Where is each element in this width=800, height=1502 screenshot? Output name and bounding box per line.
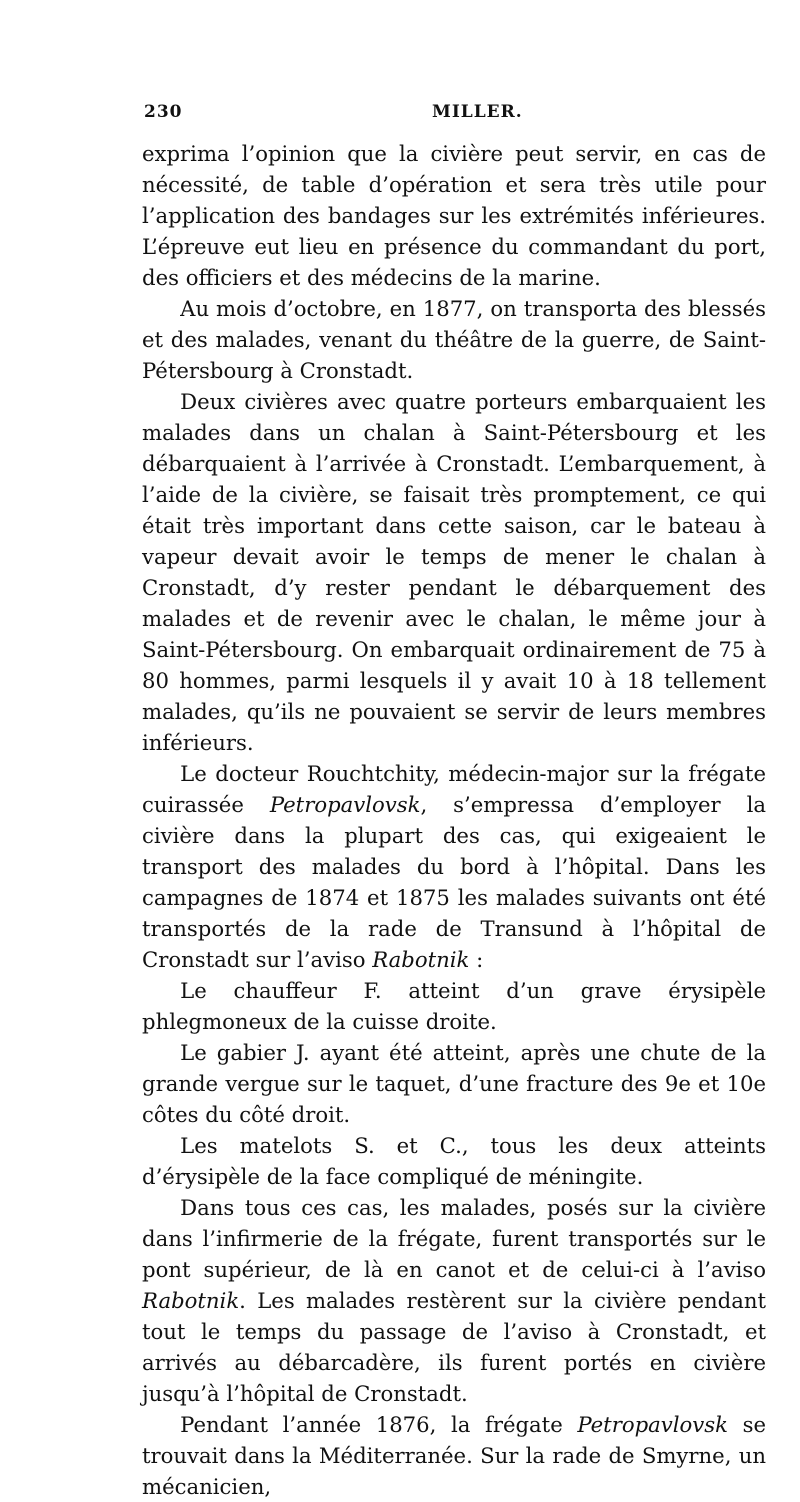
text-run: exprima l’opinion que la civière peut servir, en cas de nécessité, de table d’opération et sera très utile pour l’application des bandages sur les extrémités inférieures. L’épreuve eut lieu en présence du commandant du port, des officiers et des médecins de la marine. [142, 141, 766, 290]
body-text [142, 138, 766, 1502]
text-run: , s’empressa d’employer la civière dans la plupart des cas, qui exigeaient le transport des malades du bord à l’hôpital. Dans les campagnes de 1874 et 1875 les malades suivants ont été transportés de la rade de Transund à l’hôpital de Cronstadt sur l’aviso [142, 792, 767, 972]
text-run: Les matelots S. et C., tous les deux atteints d’érysipèle de la face compliqué de méningite. [142, 1133, 766, 1189]
italic-ship-name: Rabotnik [142, 1288, 240, 1313]
text-run: Deux civières avec quatre porteurs embarquaient les malades dans un chalan à Saint-Pétersbourg et les débarquaient à l’arrivée à Cronstadt. L’embarquement, à l’aide de la civière, se faisait très promptement, ce qui était très important dans cette saison, car le bateau à vapeur devait avoir le temps de mener le chalan à Cronstadt, d’y rester pendant le débarquement des malades et de revenir avec le chalan, le même jour à Saint-Pétersbourg. On embarquait ordinairement de 75 à 80 hommes, parmi lesquels il y avait 10 à 18 tellement malades, qu’ils ne pouvaient se servir de leurs membres inférieurs. [142, 389, 766, 755]
text-run: Au mois d’octobre, en 1877, on transporta des blessés et des malades, venant du théâtre de la guerre, de Saint-Pétersbourg à Cronstadt. [142, 296, 766, 383]
text-run: se trouvait dans la Méditerranée. Sur la rade de Smyrne, un mécanicien, [142, 1412, 766, 1499]
italic-ship-name: Petropavlovsk [269, 792, 421, 817]
italic-ship-name: Petropavlovsk [577, 1412, 728, 1437]
paragraph [142, 758, 766, 975]
italic-ship-name: Rabotnik [372, 947, 470, 972]
running-title: MILLER. [432, 102, 523, 122]
text-run: . Les malades restèrent sur la civière pendant tout le temps du passage de l’aviso à Cronstadt, et arrivés au débarcadère, ils furent portés en civière jusqu’à l’hôpital de Cronstadt. [142, 1288, 766, 1406]
paragraph [142, 1409, 766, 1502]
text-run: Le chauffeur F. atteint d’un grave érysipèle phlegmoneux de la cuisse droite. [142, 978, 766, 1034]
paragraph [142, 138, 766, 293]
running-head [142, 98, 766, 138]
text-run: Le docteur Rouchtchity, médecin-major sur la frégate cuirassée [142, 761, 766, 817]
paragraph [142, 1130, 766, 1192]
text-run: : [469, 947, 484, 972]
book-page [142, 98, 766, 1502]
page-number: 230 [144, 102, 183, 122]
text-run: Dans tous ces cas, les malades, posés sur la civière dans l’infirmerie de la frégate, furent transportés sur le pont supérieur, de là en canot et de celui-ci à l’aviso [142, 1195, 766, 1282]
paragraph [142, 1037, 766, 1130]
paragraph [142, 1192, 766, 1409]
text-run: Le gabier J. ayant été atteint, après une chute de la grande vergue sur le taquet, d’une fracture des 9e et 10e côtes du côté droit. [142, 1040, 766, 1127]
paragraph [142, 386, 766, 758]
text-run: Pendant l’année 1876, la frégate [180, 1412, 578, 1437]
paragraph [142, 293, 766, 386]
paragraph [142, 975, 766, 1037]
